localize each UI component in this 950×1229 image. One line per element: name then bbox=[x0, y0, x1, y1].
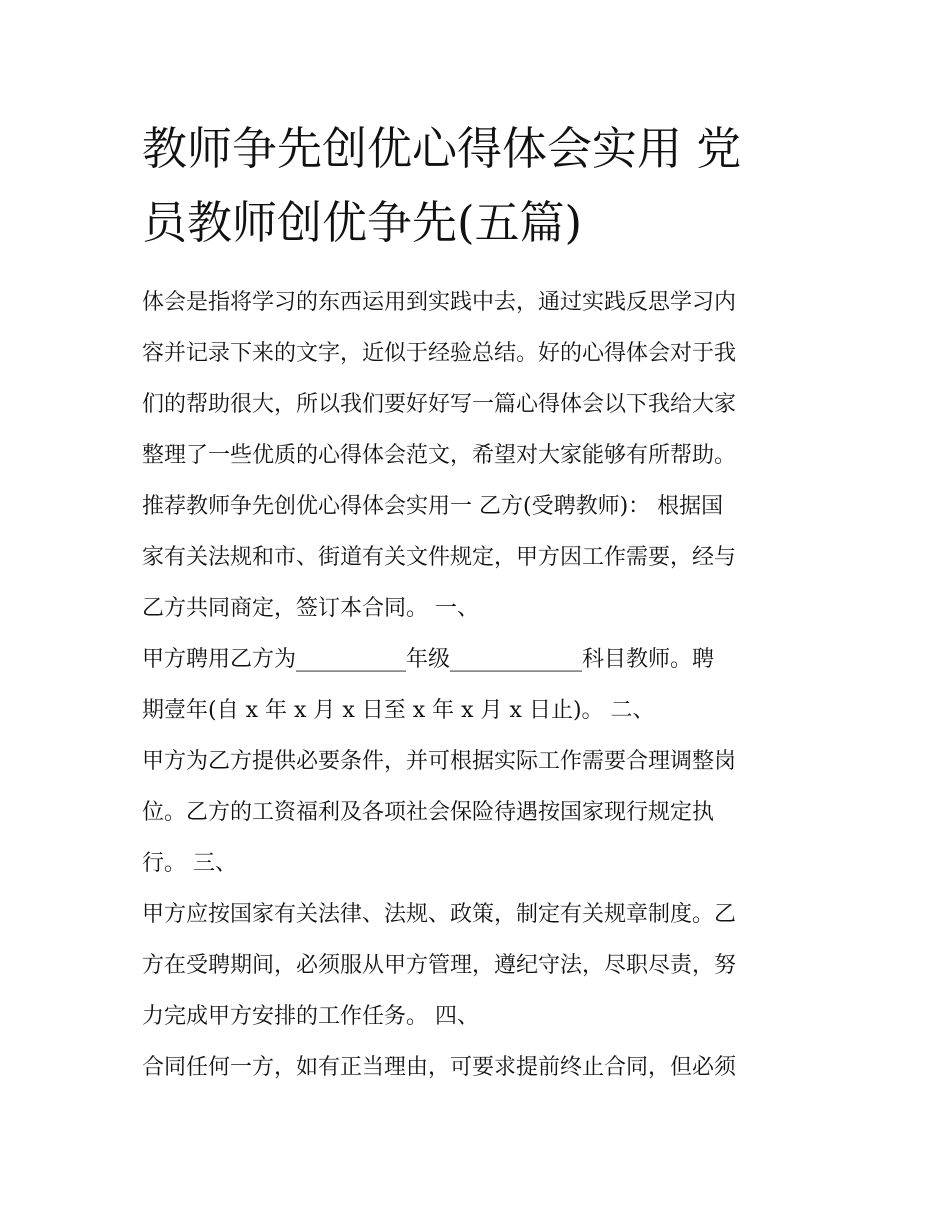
title-line: 员教师创优争先(五篇) bbox=[142, 196, 583, 249]
body-line: 方在受聘期间，必须服从甲方管理，遵纪守法，尽职尽责，努 bbox=[142, 953, 737, 978]
title-line: 教师争先创优心得体会实用 党 bbox=[142, 122, 742, 175]
body-line: 合同任何一方，如有正当理由，可要求提前终止合同，但必须 bbox=[142, 1055, 737, 1080]
body-line: 位。乙方的工资福利及各项社会保险待遇按国家现行规定执 bbox=[142, 800, 715, 825]
body-line: 甲方聘用乙方为__________年级____________科目教师。聘 bbox=[142, 647, 715, 672]
body-line: 甲方为乙方提供必要条件，并可根据实际工作需要合理调整岗 bbox=[142, 749, 737, 774]
body-line: 甲方应按国家有关法律、法规、政策，制定有关规章制度。乙 bbox=[142, 902, 737, 927]
body-line: 力完成甲方安排的工作任务。 四、 bbox=[142, 1004, 479, 1029]
body-line: 期壹年(自 x 年 x 月 x 日至 x 年 x 月 x 日止)。 二、 bbox=[142, 698, 655, 723]
body-line: 容并记录下来的文字，近似于经验总结。好的心得体会对于我 bbox=[142, 341, 737, 366]
body-line: 乙方共同商定，签订本合同。 一、 bbox=[142, 596, 479, 621]
body-line: 行。 三、 bbox=[142, 851, 237, 876]
document-body bbox=[142, 277, 822, 1093]
body-line: 推荐教师争先创优心得体会实用一 乙方(受聘教师)： 根据国 bbox=[142, 494, 724, 519]
body-line: 们的帮助很大，所以我们要好好写一篇心得体会以下我给大家 bbox=[142, 392, 737, 417]
body-line: 整理了一些优质的心得体会范文，希望对大家能够有所帮助。 bbox=[142, 443, 737, 468]
body-line: 家有关法规和市、街道有关文件规定，甲方因工作需要，经与 bbox=[142, 545, 737, 570]
document-title bbox=[142, 112, 822, 260]
body-line: 体会是指将学习的东西运用到实践中去，通过实践反思学习内 bbox=[142, 290, 737, 315]
